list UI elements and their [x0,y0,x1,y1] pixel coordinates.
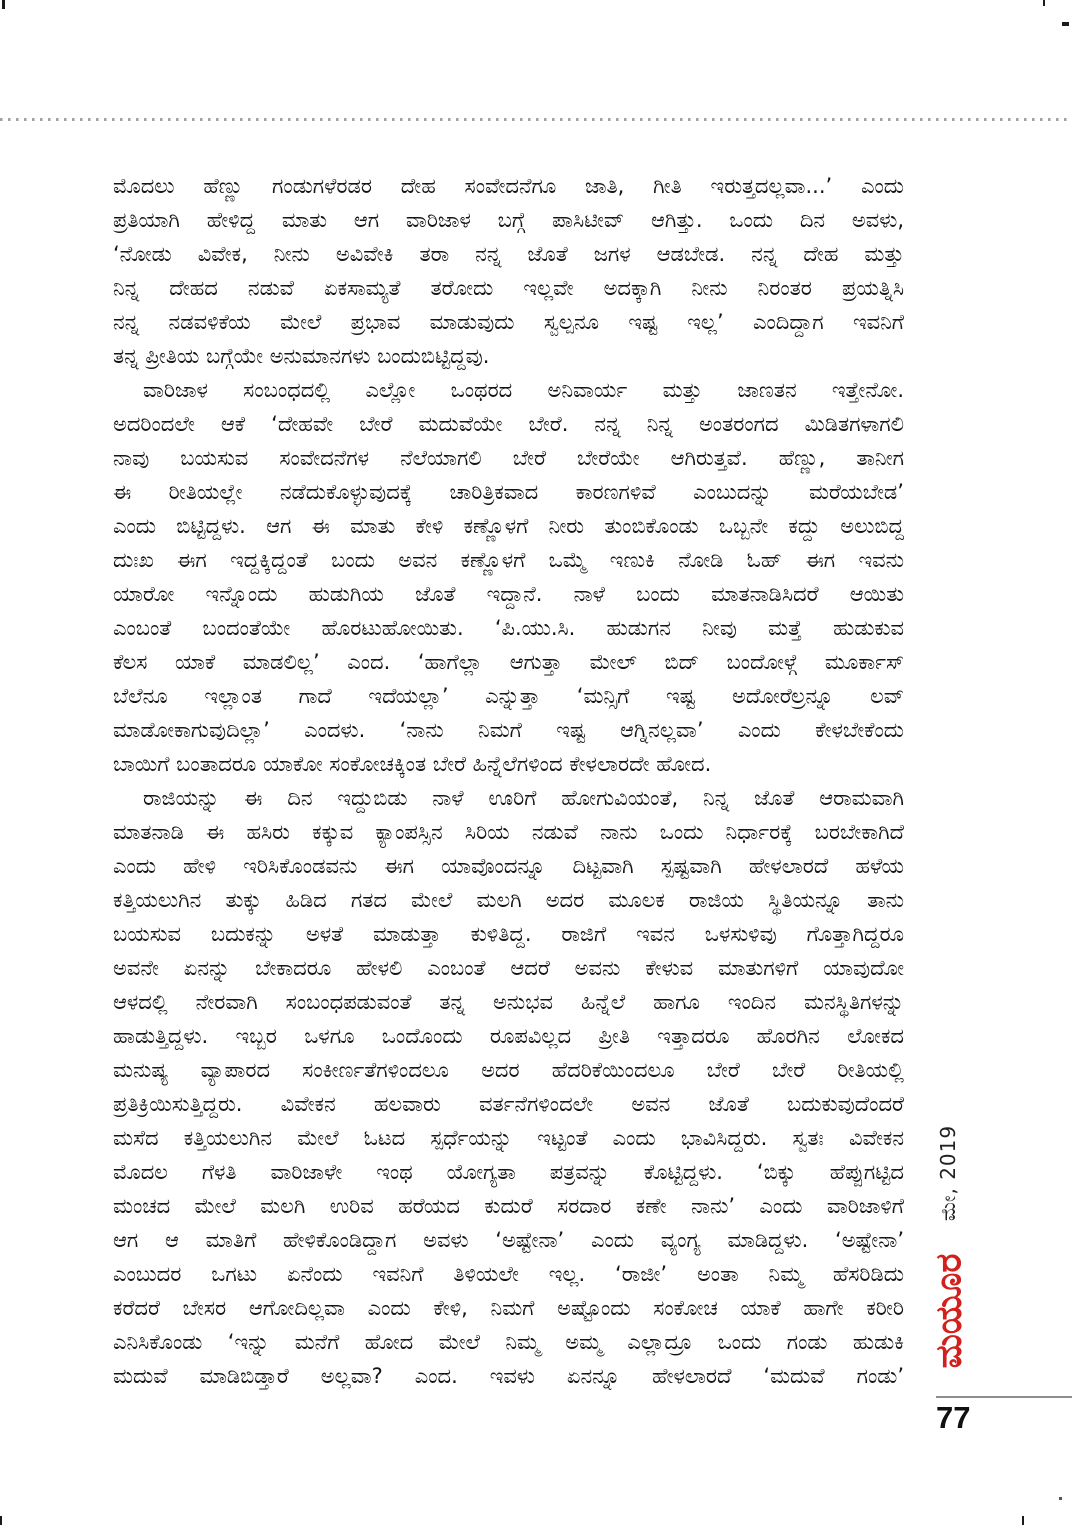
crop-mark [1062,22,1069,26]
page-number: 77 [936,1400,971,1435]
text-line: ದುಃಖ ಈಗ ಇದ್ದಕ್ಕಿದ್ದಂತೆ ಬಂದು ಅವನ ಕಣ್ಣೊಳಗೆ ಒಮ್ಮೆ ಇಣುಕಿ ನೋಡಿ ಓಹ್ ಈಗ ಇವನು [113,548,904,572]
text-line: ಆಳದಲ್ಲಿ ನೇರವಾಗಿ ಸಂಬಂಧಪಡುವಂತೆ ತನ್ನ ಅನುಭವ ಹಿನ್ನೆಲೆ ಹಾಗೂ ಇಂದಿನ ಮನಸ್ಥಿತಿಗಳನ್ನು [113,990,904,1014]
text-line: ಎಂದು ಹೇಳಿ ಇರಿಸಿಕೊಂಡವನು ಈಗ ಯಾವೊಂದನ್ನೂ ದಿಟ್ಟವಾಗಿ ಸ್ಪಷ್ಟವಾಗಿ ಹೇಳಲಾರದೆ ಹಳೆಯ [113,854,904,878]
issue-date [920,1120,976,1226]
text-line: ‘ನೋಡು ವಿವೇಕ, ನೀನು ಅವಿವೇಕಿ ತರಾ ನನ್ನ ಜೊತೆ ಜಗಳ ಆಡಬೇಡ. ನನ್ನ ದೇಹ ಮತ್ತು [113,242,904,266]
text-line: ಬೆಲೆನೂ ಇಲ್ಲಾಂತ ಗಾದೆ ಇದೆಯಲ್ಲಾ’ ಎನ್ನುತ್ತಾ ‘ಮನ್ಸಿಗೆ ಇಷ್ಟ ಅದೋರೆಲ್ರನ್ನೂ ಲವ್ [113,684,904,708]
text-line: ಕರೆದರೆ ಬೇಸರ ಆಗೋದಿಲ್ಲವಾ ಎಂದು ಕೇಳಿ, ನಿಮಗೆ ಅಷ್ಟೊಂದು ಸಂಕೋಚ ಯಾಕೆ ಹಾಗೇ ಕರೀರಿ [113,1296,904,1320]
magazine-title [918,1240,980,1382]
text-line: ಕೆಲಸ ಯಾಕೆ ಮಾಡಲಿಲ್ಲ’ ಎಂದ. ‘ಹಾಗೆಲ್ಲಾ ಆಗುತ್ತಾ ಮೇಲ್ ಬಿದ್ ಬಂದೋಳ್ಗೆ ಮೂರ್ಕಾಸ್ [113,650,904,674]
crop-mark [0,1516,2,1525]
text-line: ಪ್ರತಿಯಾಗಿ ಹೇಳಿದ್ದ ಮಾತು ಆಗ ವಾರಿಜಾಳ ಬಗ್ಗೆ ಪಾಸಿಟೀವ್ ಆಗಿತ್ತು. ಒಂದು ದಿನ ಅವಳು, [113,208,904,232]
text-line: ಮದುವೆ ಮಾಡಿಬಿಡ್ತಾರೆ ಅಲ್ಲವಾ? ಎಂದ. ಇವಳು ಏನನ್ನೂ ಹೇಳಲಾರದೆ ‘ಮದುವೆ ಗಂಡು’ [113,1364,904,1388]
text-line: ಆಗ ಆ ಮಾತಿಗೆ ಹೇಳಿಕೊಂಡಿದ್ದಾಗ ಅವಳು ‘ಅಷ್ಟೇನಾ’ ಎಂದು ವ್ಯಂಗ್ಯ ಮಾಡಿದ್ದಳು. ‘ಅಷ್ಟೇನಾ’ [113,1228,904,1252]
page-number-rule [936,1396,1072,1398]
text-line: ವಾರಿಜಾಳ ಸಂಬಂಧದಲ್ಲಿ ಎಲ್ಲೋ ಒಂಥರದ ಅನಿವಾರ್ಯ ಮತ್ತು ಜಾಣತನ ಇತ್ತೇನೋ. [143,378,904,402]
text-line: ಅವನೇ ಏನನ್ನು ಬೇಕಾದರೂ ಹೇಳಲಿ ಎಂಬಂತೆ ಆದರೆ ಅವನು ಕೇಳುವ ಮಾತುಗಳಿಗೆ ಯಾವುದೋ [113,956,904,980]
crop-mark [1059,1497,1062,1500]
text-line: ಮಾಡೋಕಾಗುವುದಿಲ್ಲಾ’ ಎಂದಳು. ‘ನಾನು ನಿಮಗೆ ಇಷ್ಟ ಆಗ್ನಿನಲ್ಲವಾ’ ಎಂದು ಕೇಳಬೇಕೆಂದು [113,718,904,742]
text-line: ಎನಿಸಿಕೊಂಡು ‘ಇನ್ನು ಮನೆಗೆ ಹೋದ ಮೇಲೆ ನಿಮ್ಮ ಅಮ್ಮ ಎಲ್ಲಾದ್ರೂ ಒಂದು ಗಂಡು ಹುಡುಕಿ [113,1330,904,1354]
text-line: ನಿನ್ನ ದೇಹದ ನಡುವೆ ಏಕಸಾಮ್ಯತೆ ತರೋದು ಇಲ್ಲವೇ ಅದಕ್ಕಾಗಿ ನೀನು ನಿರಂತರ ಪ್ರಯತ್ನಿಸಿ [113,276,904,300]
text-line: ಮೊದಲ ಗೆಳತಿ ವಾರಿಜಾಳೇ ಇಂಥ ಯೋಗ್ಯತಾ ಪತ್ರವನ್ನು ಕೊಟ್ಟಿದ್ದಳು. ‘ಬಿಕ್ಕು ಹೆಪ್ಪುಗಟ್ಟಿದ [113,1160,904,1184]
text-line: ಮಂಚದ ಮೇಲೆ ಮಲಗಿ ಉರಿವ ಹರೆಯದ ಕುದುರೆ ಸರದಾರ ಕಣೇ ನಾನು’ ಎಂದು ವಾರಿಜಾಳಿಗೆ [113,1194,904,1218]
issue-date-label: ಮೇ, 2019 [936,1124,961,1222]
text-line: ಈ ರೀತಿಯಲ್ಲೇ ನಡೆದುಕೊಳ್ಳುವುದಕ್ಕೆ ಚಾರಿತ್ರಿಕವಾದ ಕಾರಣಗಳಿವೆ ಎಂಬುದನ್ನು ಮರೆಯಬೇಡ’ [113,480,904,504]
text-line: ನನ್ನ ನಡವಳಿಕೆಯ ಮೇಲೆ ಪ್ರಭಾವ ಮಾಡುವುದು ಸ್ವಲ್ಪನೂ ಇಷ್ಟ ಇಲ್ಲ’ ಎಂದಿದ್ದಾಗ ಇವನಿಗೆ [113,310,904,334]
text-line: ಯಾರೋ ಇನ್ನೊಂದು ಹುಡುಗಿಯ ಜೊತೆ ಇದ್ದಾನೆ. ನಾಳೆ ಬಂದು ಮಾತನಾಡಿಸಿದರೆ ಆಯಿತು [113,582,904,606]
text-line: ಎಂಬುದರ ಒಗಟು ಏನೆಂದು ಇವನಿಗೆ ತಿಳಿಯಲೇ ಇಲ್ಲ. ‘ರಾಜೀ’ ಅಂತಾ ನಿಮ್ಮ ಹೆಸರಿಡಿದು [113,1262,904,1286]
text-line: ಎಂಬಂತೆ ಬಂದಂತೆಯೇ ಹೊರಟುಹೋಯಿತು. ‘ಪಿ.ಯು.ಸಿ. ಹುಡುಗನ ನೀವು ಮತ್ತೆ ಹುಡುಕುವ [113,616,904,640]
crop-mark [1022,1516,1024,1525]
dotted-separator [0,118,1072,121]
text-line: ರಾಜಿಯನ್ನು ಈ ದಿನ ಇದ್ದುಬಿಡು ನಾಳೆ ಊರಿಗೆ ಹೋಗುವಿಯಂತೆ, ನಿನ್ನ ಜೊತೆ ಆರಾಮವಾಗಿ [143,786,904,810]
text-line: ಕತ್ತಿಯಲುಗಿನ ತುಕ್ಕು ಹಿಡಿದ ಗತದ ಮೇಲೆ ಮಲಗಿ ಅದರ ಮೂಲಕ ರಾಜಿಯ ಸ್ಥಿತಿಯನ್ನೂ ತಾನು [113,888,904,912]
article-text [113,169,904,1393]
text-line: ಬಾಯಿಗೆ ಬಂತಾದರೂ ಯಾಕೋ ಸಂಕೋಚಕ್ಕಿಂತ ಬೇರೆ ಹಿನ್ನೆಲೆಗಳಿಂದ ಕೇಳಲಾರದೇ ಹೋದ. [113,752,712,776]
text-line: ತನ್ನ ಪ್ರೀತಿಯ ಬಗ್ಗೆಯೇ ಅನುಮಾನಗಳು ಬಂದುಬಿಟ್ಟಿದ್ದವು. [113,344,490,368]
text-line: ಹಾಡುತ್ತಿದ್ದಳು. ಇಬ್ಬರ ಒಳಗೂ ಒಂದೊಂದು ರೂಪವಿಲ್ಲದ ಪ್ರೀತಿ ಇತ್ತಾದರೂ ಹೊರಗಿನ ಲೋಕದ [113,1024,904,1048]
text-line: ನಾವು ಬಯಸುವ ಸಂವೇದನೆಗಳ ನೆಲೆಯಾಗಲಿ ಬೇರೆ ಬೇರೆಯೇ ಆಗಿರುತ್ತವೆ. ಹೆಣ್ಣು, ತಾನೀಗ [113,446,904,470]
text-line: ಅದರಿಂದಲೇ ಆಕೆ ‘ದೇಹವೇ ಬೇರೆ ಮದುವೆಯೇ ಬೇರೆ. ನನ್ನ ನಿನ್ನ ಅಂತರಂಗದ ಮಿಡಿತಗಳಾಗಲಿ [113,412,904,436]
crop-mark [1043,0,1045,6]
text-line: ಎಂದು ಬಿಟ್ಟಿದ್ದಳು. ಆಗ ಈ ಮಾತು ಕೇಳಿ ಕಣ್ಣೊಳಗೆ ನೀರು ತುಂಬಿಕೊಂಡು ಒಬ್ಬನೇ ಕದ್ದು ಅಲುಬಿದ್ದ [113,514,904,538]
text-line: ಮಸೆದ ಕತ್ತಿಯಲುಗಿನ ಮೇಲೆ ಓಟದ ಸ್ಪರ್ಧೆಯನ್ನು ಇಟ್ಟಂತೆ ಎಂದು ಭಾವಿಸಿದ್ದರು. ಸ್ವತಃ ವಿವೇಕನ [113,1126,904,1150]
text-line: ಮೊದಲು ಹೆಣ್ಣು ಗಂಡುಗಳೆರಡರ ದೇಹ ಸಂವೇದನೆಗೂ ಜಾತಿ, ಗೀತಿ ಇರುತ್ತದಲ್ಲವಾ...’ ಎಂದು [113,174,904,198]
magazine-title-label: ಮಯೂರ [928,1253,969,1369]
text-line: ಪ್ರತಿಕ್ರಿಯಿಸುತ್ತಿದ್ದರು. ವಿವೇಕನ ಹಲವಾರು ವರ್ತನೆಗಳಿಂದಲೇ ಅವನ ಜೊತೆ ಬದುಕುವುದೆಂದರೆ [113,1092,904,1116]
text-line: ಮನುಷ್ಯ ವ್ಯಾಪಾರದ ಸಂಕೀರ್ಣತೆಗಳಿಂದಲೂ ಅದರ ಹೆದರಿಕೆಯಿಂದಲೂ ಬೇರೆ ಬೇರೆ ರೀತಿಯಲ್ಲಿ [113,1058,904,1082]
crop-mark [2,0,5,9]
text-line: ಬಯಸುವ ಬದುಕನ್ನು ಅಳತೆ ಮಾಡುತ್ತಾ ಕುಳಿತಿದ್ದ. ರಾಜಿಗೆ ಇವನ ಒಳಸುಳಿವು ಗೊತ್ತಾಗಿದ್ದರೂ [113,922,904,946]
text-line: ಮಾತನಾಡಿ ಈ ಹಸಿರು ಕಕ್ಕುವ ಕ್ಯಾಂಪಸ್ಸಿನ ಸಿರಿಯ ನಡುವೆ ನಾನು ಒಂದು ನಿರ್ಧಾರಕ್ಕೆ ಬರಬೇಕಾಗಿದೆ [113,820,904,844]
